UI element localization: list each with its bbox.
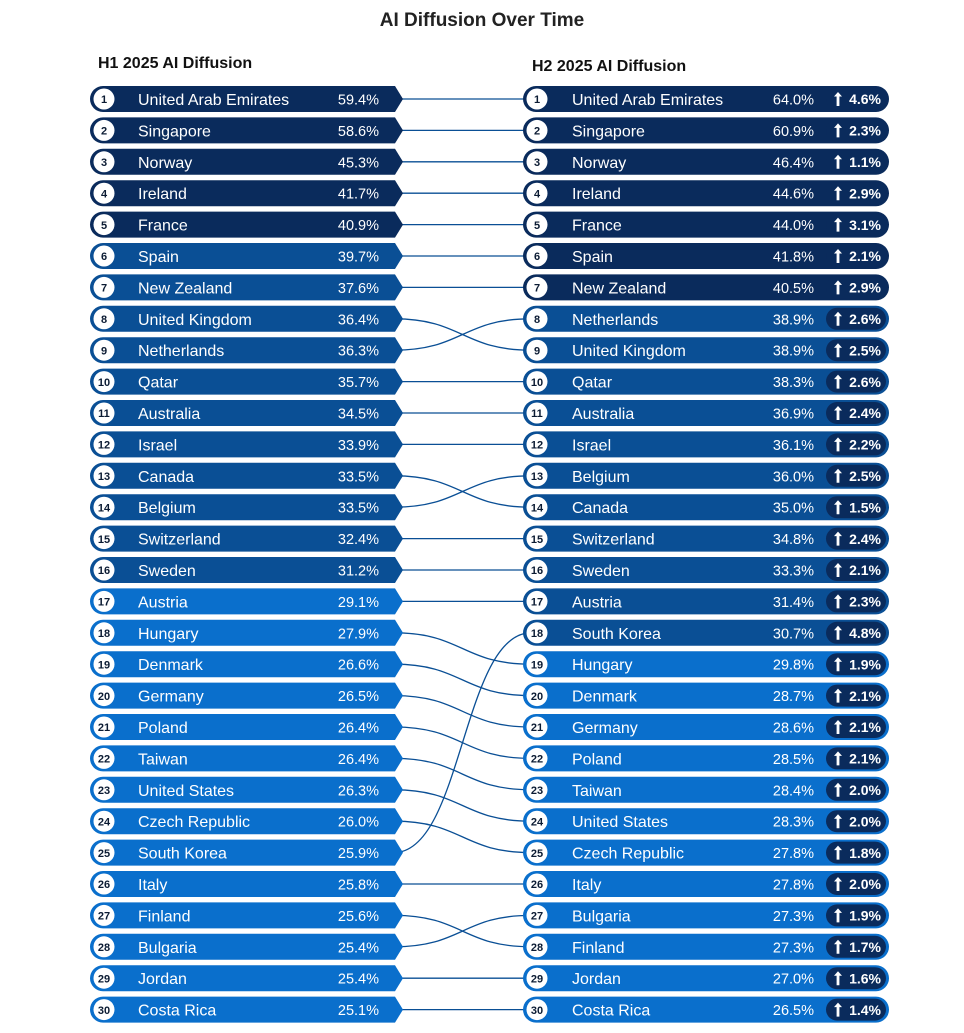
rank-number: 16 [530,565,544,578]
h2-row [523,463,889,489]
country-label: South Korea [572,625,661,643]
rank-number: 16 [97,565,111,578]
change-label: 1.9% [849,907,881,924]
value-label: 41.8% [772,249,814,266]
h1-row [90,871,403,897]
country-label: Belgium [572,468,630,486]
rank-number: 3 [533,157,541,169]
country-label: United States [138,782,235,800]
rank-connectors [394,99,531,1010]
value-label: 40.5% [772,280,814,297]
country-label: Canada [138,468,195,486]
country-label: Sweden [138,563,196,580]
rank-number: 2 [533,125,541,138]
h2-row [523,588,889,614]
rank-number: 30 [97,1004,111,1017]
change-label: 2.5% [849,468,881,484]
country-label: Italy [572,877,602,894]
rank-number: 13 [530,471,544,483]
value-label: 26.3% [337,783,379,800]
country-label: Australia [572,406,635,423]
rank-number: 19 [97,659,111,672]
rank-number: 24 [530,816,544,829]
change-label: 1.4% [849,1001,881,1018]
rank-number: 25 [97,847,111,860]
rank-number: 22 [530,753,544,766]
rank-number: 28 [97,942,111,954]
country-label: Hungary [138,625,199,643]
change-label: 2.1% [849,687,881,704]
rank-number: 5 [533,219,541,232]
h1-rows [90,86,403,1023]
value-label: 32.4% [337,532,379,549]
value-label: 44.6% [772,186,814,203]
country-label: United Kingdom [572,343,686,361]
change-label: 2.1% [849,750,881,767]
h2-row [523,997,889,1023]
rank-number: 6 [533,251,541,264]
change-label: 2.3% [849,593,881,610]
value-label: 33.5% [337,469,379,486]
change-label: 1.5% [849,499,881,516]
value-label: 28.4% [772,783,814,800]
h1-column-title: H1 2025 AI Diffusion [98,55,253,72]
country-label: New Zealand [138,280,233,298]
country-label: New Zealand [572,280,667,298]
h2-row [523,902,889,928]
rank-number: 23 [97,785,111,797]
h1-row [90,526,403,552]
country-label: Costa Rica [138,1002,217,1020]
rank-number: 13 [97,471,111,483]
value-label: 41.7% [337,186,379,203]
change-label: 1.1% [849,154,881,170]
h2-row [523,871,889,897]
rank-number: 15 [97,533,111,546]
value-label: 36.9% [772,406,814,423]
value-label: 40.9% [337,218,379,235]
rank-number: 17 [530,596,544,609]
value-label: 33.5% [337,500,379,517]
connector-line [394,633,531,664]
country-label: Jordan [138,971,187,989]
h2-row [523,431,889,457]
connector-line [394,319,531,350]
rank-number: 24 [97,816,111,829]
change-label: 3.1% [849,216,881,233]
country-label: Poland [138,720,188,737]
country-label: Austria [138,594,188,612]
h2-row [523,714,889,740]
value-label: 27.8% [772,877,814,894]
country-label: United Arab Emirates [572,92,724,109]
rank-number: 28 [530,942,544,954]
h1-row [90,431,403,457]
rank-number: 27 [97,910,111,923]
change-label: 2.5% [849,342,881,359]
change-label: 2.6% [849,373,881,390]
change-label: 2.0% [849,782,881,798]
value-label: 46.4% [772,155,814,172]
h2-row [523,777,889,803]
h1-row [90,620,403,646]
country-label: Belgium [138,500,196,518]
value-label: 59.4% [337,92,379,109]
value-label: 25.4% [337,971,379,988]
value-label: 30.7% [772,626,814,643]
change-label: 2.1% [849,248,881,265]
rank-number: 20 [530,690,544,703]
value-label: 35.7% [337,375,379,392]
chart-title: AI Diffusion Over Time [379,10,585,31]
value-label: 25.4% [337,940,379,957]
country-label: Czech Republic [572,845,685,863]
change-label: 1.7% [849,939,881,955]
h1-row [90,86,403,112]
value-label: 26.0% [337,814,379,831]
change-label: 2.0% [849,876,881,893]
h1-row [90,651,403,677]
value-label: 58.6% [337,123,379,140]
value-label: 25.6% [337,908,379,925]
h2-row [523,274,889,300]
country-label: Israel [572,437,612,455]
rank-number: 21 [530,722,544,735]
value-label: 37.6% [337,280,379,297]
h1-row [90,274,403,300]
h1-row [90,557,403,583]
country-label: Hungary [572,657,633,675]
value-label: 34.8% [772,532,814,549]
value-label: 27.9% [337,626,379,643]
h1-row [90,808,403,834]
country-label: Ireland [572,186,621,204]
h2-row [523,965,889,991]
country-label: Finland [138,908,191,926]
value-label: 38.9% [772,343,814,360]
country-label: Taiwan [572,782,622,800]
value-label: 27.0% [772,971,814,988]
value-label: 27.3% [772,908,814,925]
value-label: 28.6% [772,720,814,737]
country-label: Germany [138,688,204,706]
change-label: 2.4% [849,405,881,422]
rank-number: 3 [100,157,108,169]
h2-row [523,934,889,960]
country-label: Singapore [572,123,645,141]
rank-number: 8 [533,314,541,326]
country-label: United Arab Emirates [138,92,290,109]
rank-number: 1 [100,94,108,107]
country-label: Spain [138,249,179,266]
value-label: 64.0% [772,92,814,109]
h1-row [90,588,403,614]
rank-number: 12 [530,439,544,452]
country-label: Switzerland [572,531,655,549]
rank-number: 12 [97,439,111,452]
connector-line [394,915,531,946]
h1-row [90,494,403,520]
country-label: Ireland [138,186,187,204]
h2-row [523,337,889,363]
rank-number: 25 [530,847,544,860]
rank-number: 22 [97,753,111,766]
change-label: 2.9% [849,185,881,202]
connector-line [394,821,531,852]
value-label: 36.0% [772,469,814,486]
value-label: 31.4% [772,594,814,611]
connector-line [394,758,531,789]
country-label: Bulgaria [138,939,197,957]
h1-row [90,337,403,363]
h1-row [90,777,403,803]
value-label: 33.3% [772,563,814,580]
value-label: 26.6% [337,657,379,674]
h1-row [90,180,403,206]
rank-number: 19 [530,659,544,672]
country-label: United Kingdom [138,311,252,329]
change-label: 2.6% [849,311,881,327]
connector-line [394,664,531,695]
value-label: 29.8% [772,657,814,674]
h1-row [90,117,403,143]
h1-row [90,463,403,489]
country-label: Poland [572,751,622,769]
country-label: Finland [572,939,625,957]
h2-row [523,557,889,583]
value-label: 26.5% [337,689,379,706]
country-label: Sweden [572,563,630,580]
h2-row [523,243,889,269]
value-label: 36.1% [772,437,814,454]
value-label: 26.4% [337,720,379,737]
rank-number: 26 [530,879,544,892]
h1-row [90,369,403,395]
h1-row [90,400,403,426]
value-label: 27.3% [772,940,814,957]
value-label: 45.3% [337,155,379,172]
change-label: 2.4% [849,530,881,547]
h1-row [90,243,403,269]
change-label: 2.9% [849,279,881,296]
rank-number: 26 [97,879,111,892]
h2-row [523,149,889,175]
h2-row [523,808,889,834]
change-label: 2.2% [849,436,881,453]
h2-row [523,651,889,677]
rank-number: 9 [533,345,541,358]
country-label: Austria [572,594,622,612]
country-label: Norway [138,154,193,172]
h2-row [523,745,889,771]
country-label: Singapore [138,123,211,141]
value-label: 25.1% [337,1003,379,1020]
value-label: 25.8% [337,877,379,894]
value-label: 36.3% [337,343,379,360]
value-label: 25.9% [337,846,379,863]
h2-column-title: H2 2025 AI Diffusion [532,58,687,75]
rank-number: 17 [97,596,111,609]
rank-number: 6 [100,251,108,264]
country-label: France [572,217,622,235]
country-label: Norway [572,154,627,172]
rank-number: 2 [100,125,108,138]
h2-row [523,369,889,395]
country-label: Israel [138,437,178,455]
rank-number: 18 [530,628,544,640]
value-label: 28.3% [772,814,814,831]
country-label: United States [572,814,669,832]
country-label: Czech Republic [138,814,251,832]
country-label: Qatar [572,374,613,392]
country-label: Qatar [138,374,179,392]
country-label: Spain [572,249,613,266]
country-label: Bulgaria [572,908,631,926]
value-label: 28.7% [772,689,814,706]
change-label: 2.1% [849,562,881,579]
h2-row [523,526,889,552]
country-label: Switzerland [138,531,221,549]
connector-line [394,790,531,821]
change-label: 2.1% [849,719,881,736]
value-label: 33.9% [337,437,379,454]
rank-number: 10 [530,376,544,389]
h2-row [523,306,889,332]
h2-row [523,400,889,426]
rank-number: 4 [100,188,108,201]
h1-row [90,965,403,991]
h1-row [90,714,403,740]
rank-number: 11 [98,408,110,421]
rank-number: 18 [97,628,111,640]
change-label: 1.9% [849,656,881,673]
country-label: France [138,217,188,235]
h2-row [523,86,889,112]
country-label: Australia [138,406,201,423]
rank-number: 10 [97,376,111,389]
rank-number: 4 [533,188,541,201]
rank-number: 21 [97,722,111,735]
value-label: 29.1% [337,594,379,611]
change-label: 4.6% [849,91,881,108]
country-label: Jordan [572,971,621,989]
country-label: South Korea [138,845,227,863]
country-label: Canada [572,500,629,518]
rank-number: 20 [97,690,111,703]
value-label: 31.2% [337,563,379,580]
rank-number: 8 [100,314,108,326]
rank-number: 27 [530,910,544,923]
value-label: 35.0% [772,500,814,517]
rank-number: 5 [100,219,108,232]
connector-line [394,696,531,727]
h2-row [523,683,889,709]
h1-row [90,212,403,238]
rank-number: 15 [530,533,544,546]
h2-rows [523,86,889,1023]
h1-row [90,745,403,771]
country-label: Italy [138,877,168,894]
value-label: 26.4% [337,751,379,768]
connector-line [394,476,531,507]
h1-row [90,934,403,960]
rank-number: 1 [533,94,541,107]
change-label: 1.6% [849,970,881,987]
country-label: Netherlands [572,311,659,329]
rank-number: 11 [531,408,543,421]
country-label: Taiwan [138,751,188,769]
h2-row [523,212,889,238]
h1-row [90,840,403,866]
change-label: 2.0% [849,813,881,830]
country-label: Germany [572,720,638,737]
country-label: Denmark [572,688,637,706]
value-label: 36.4% [337,312,379,329]
value-label: 28.5% [772,751,814,768]
change-label: 2.3% [849,122,881,139]
h1-row [90,306,403,332]
rank-number: 29 [97,973,111,986]
h2-row [523,180,889,206]
country-label: Denmark [138,657,203,675]
rank-number: 14 [530,502,544,515]
value-label: 38.3% [772,375,814,392]
rank-number: 7 [533,282,541,295]
value-label: 60.9% [772,123,814,140]
value-label: 34.5% [337,406,379,423]
value-label: 26.5% [772,1003,814,1020]
change-label: 4.8% [849,625,881,641]
country-label: Costa Rica [572,1002,651,1020]
h2-row [523,840,889,866]
h2-row [523,620,889,646]
rank-number: 30 [530,1004,544,1017]
rank-number: 23 [530,785,544,797]
h1-row [90,683,403,709]
change-label: 1.8% [849,844,881,861]
rank-number: 9 [100,345,108,358]
h1-row [90,902,403,928]
value-label: 39.7% [337,249,379,266]
h1-row [90,149,403,175]
value-label: 44.0% [772,218,814,235]
rank-number: 14 [97,502,111,515]
rank-number: 7 [100,282,108,295]
h1-row [90,997,403,1023]
value-label: 27.8% [772,846,814,863]
value-label: 38.9% [772,312,814,329]
country-label: Netherlands [138,343,225,361]
rank-number: 29 [530,973,544,986]
h2-row [523,117,889,143]
h2-row [523,494,889,520]
